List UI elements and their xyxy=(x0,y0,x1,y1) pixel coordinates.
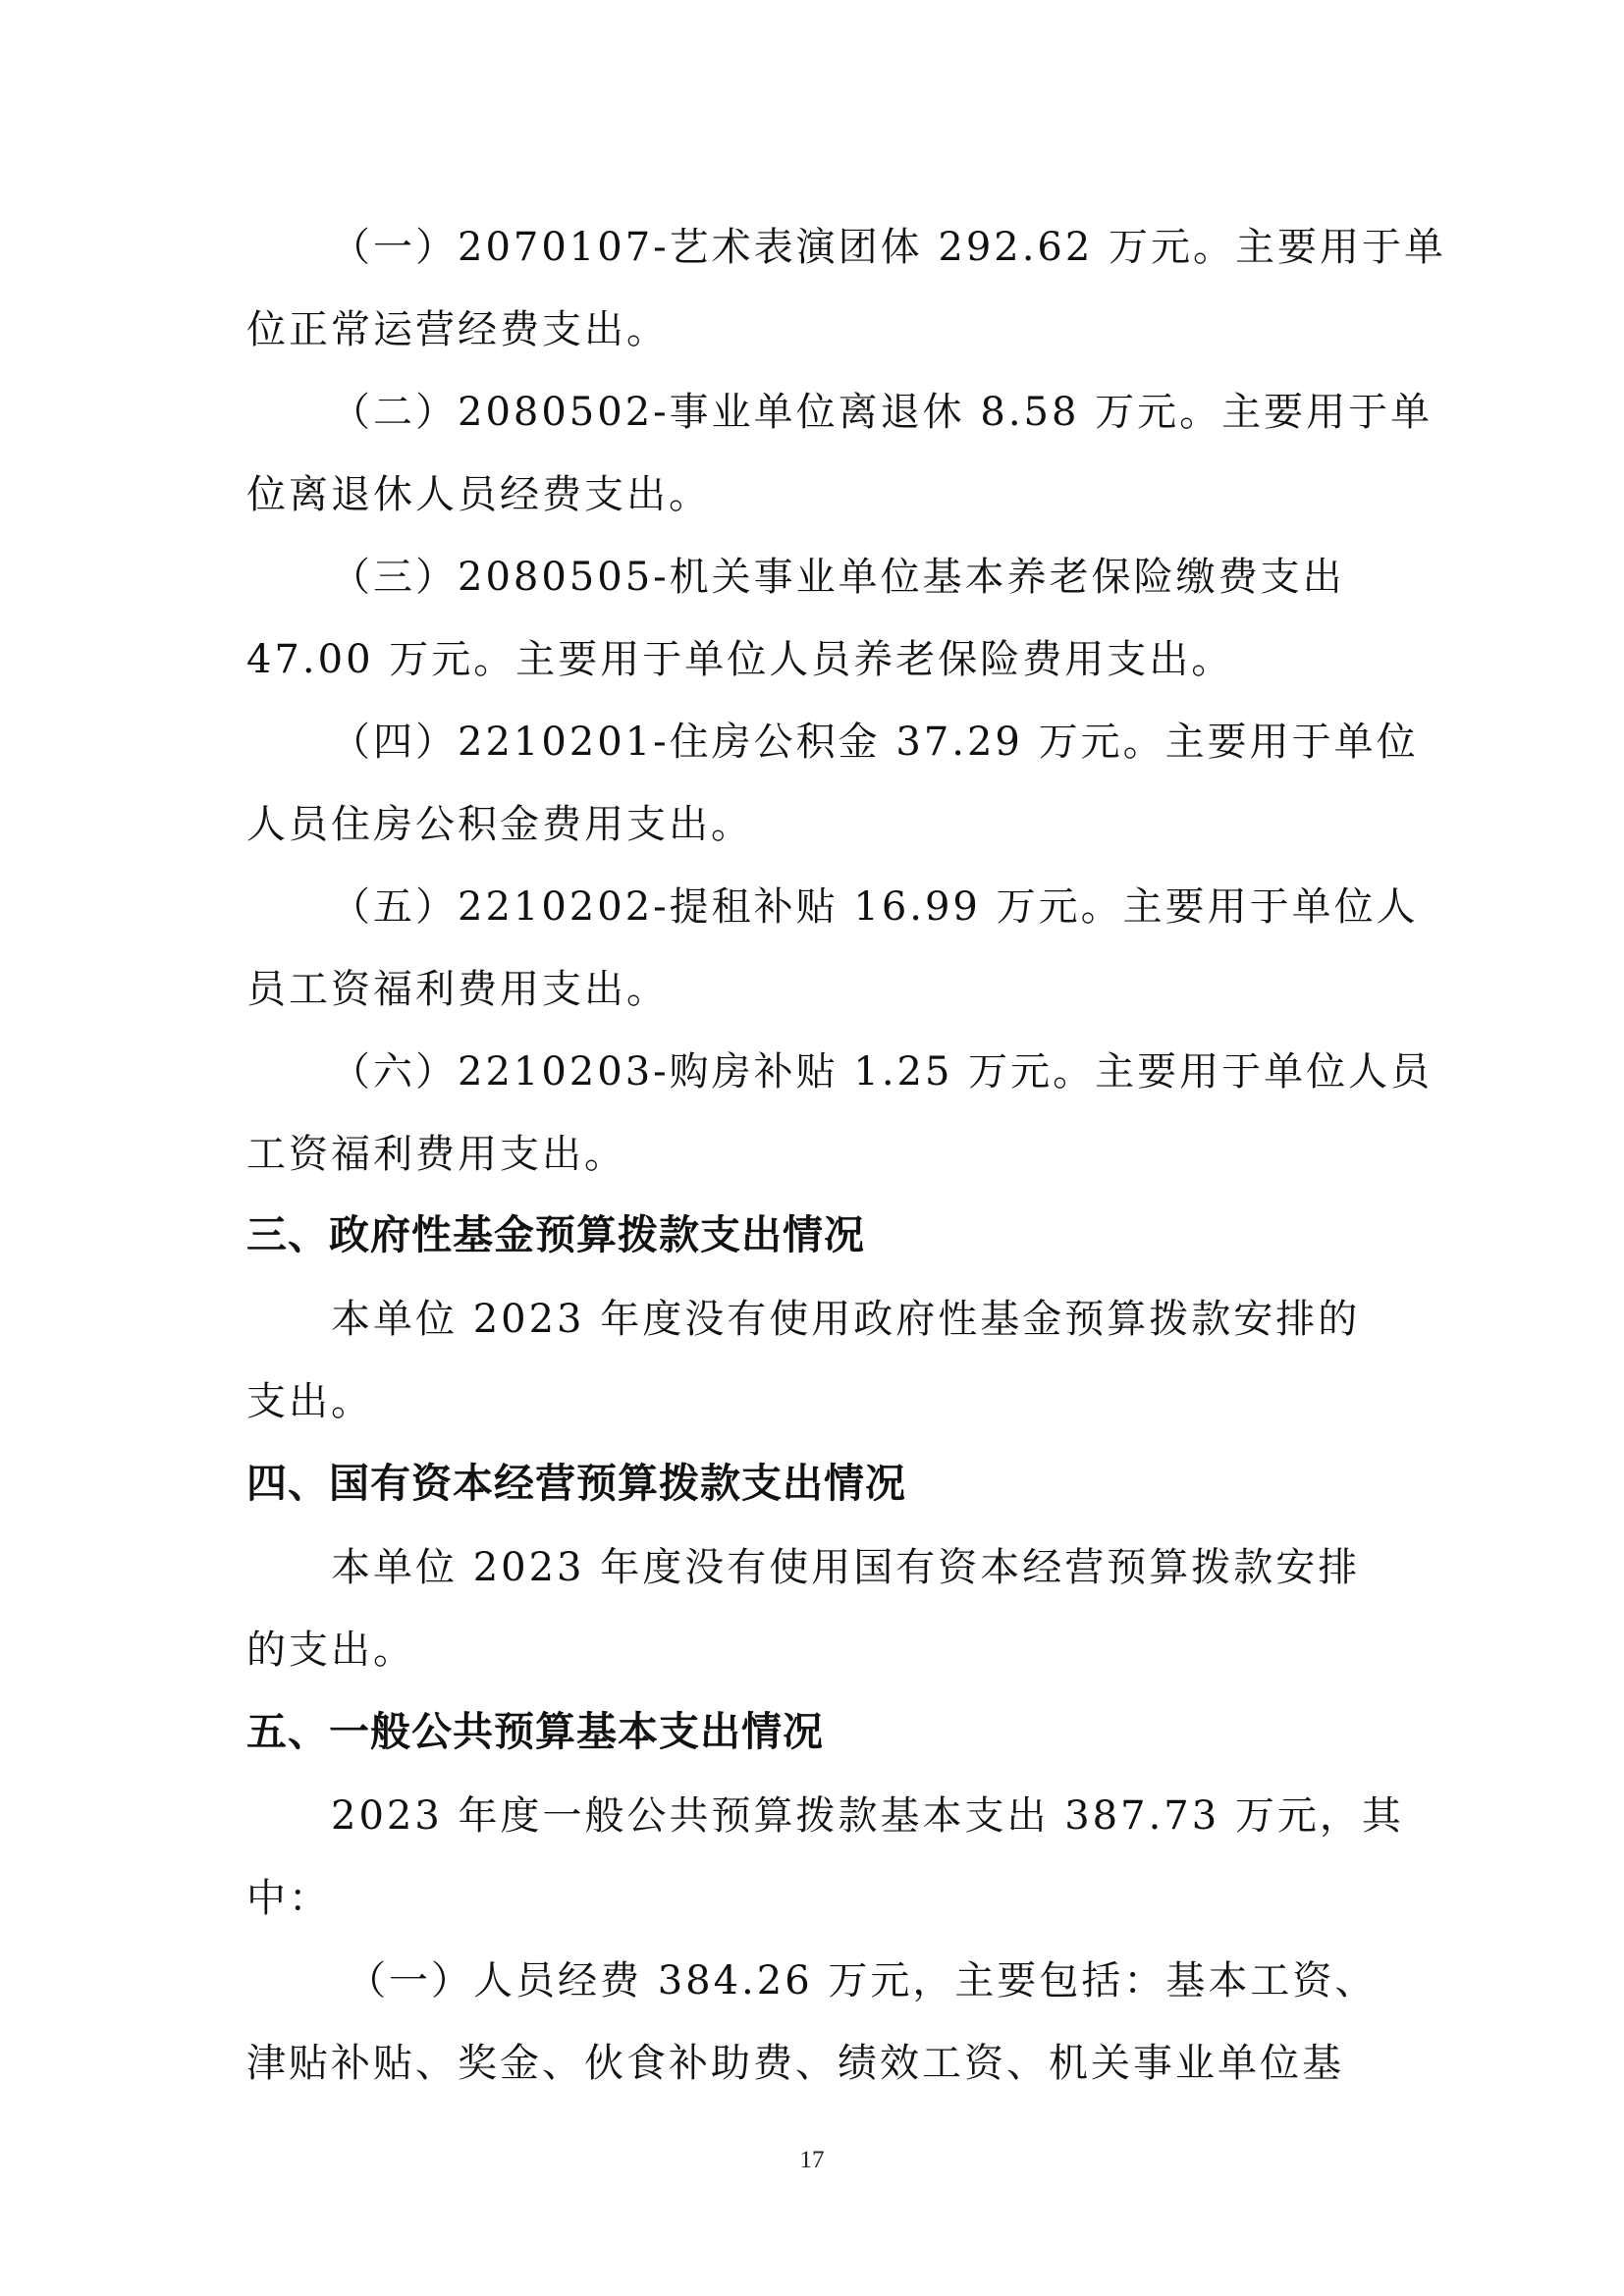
item-2-line-2: 位离退休人员经费支出。 xyxy=(246,472,711,517)
personnel-expense-line-1: （一）人员经费 384.26 万元，主要包括：基本工资、 xyxy=(347,1958,1378,2003)
item-2-line-1: （二）2080502-事业单位离退休 8.58 万元。主要用于单 xyxy=(331,390,1434,435)
page-number: 17 xyxy=(799,2147,825,2173)
item-5-line-2: 员工资福利费用支出。 xyxy=(246,967,669,1012)
item-4-line-1: （四）2210201-住房公积金 37.29 万元。主要用于单位 xyxy=(331,720,1419,765)
government-fund-line-2: 支出。 xyxy=(246,1379,373,1424)
item-6-line-1: （六）2210203-购房补贴 1.25 万元。主要用于单位人员 xyxy=(331,1049,1434,1095)
section-heading-state-capital: 四、国有资本经营预算拨款支出情况 xyxy=(246,1460,906,1507)
personnel-expense-line-2: 津贴补贴、奖金、伙食补助费、绩效工资、机关事业单位基 xyxy=(246,2041,1344,2086)
general-budget-line-1: 2023 年度一般公共预算拨款基本支出 387.73 万元，其 xyxy=(331,1793,1404,1839)
item-4-line-2: 人员住房公积金费用支出。 xyxy=(246,802,753,847)
state-capital-line-1: 本单位 2023 年度没有使用国有资本经营预算拨款安排 xyxy=(331,1545,1361,1590)
item-1-line-2: 位正常运营经费支出。 xyxy=(246,307,669,352)
government-fund-line-1: 本单位 2023 年度没有使用政府性基金预算拨款安排的 xyxy=(331,1297,1361,1342)
state-capital-line-2: 的支出。 xyxy=(246,1628,415,1673)
item-5-line-1: （五）2210202-提租补贴 16.99 万元。主要用于单位人 xyxy=(331,884,1419,930)
item-3-line-2: 47.00 万元。主要用于单位人员养老保险费用支出。 xyxy=(246,637,1234,682)
item-1-line-1: （一）2070107-艺术表演团体 292.62 万元。主要用于单 xyxy=(331,225,1447,270)
general-budget-line-2: 中： xyxy=(246,1876,331,1921)
section-heading-government-fund: 三、政府性基金预算拨款支出情况 xyxy=(246,1211,865,1258)
section-heading-general-public-budget: 五、一般公共预算基本支出情况 xyxy=(246,1708,824,1755)
item-3-line-1: （三）2080505-机关事业单位基本养老保险缴费支出 xyxy=(331,555,1345,600)
item-6-line-2: 工资福利费用支出。 xyxy=(246,1132,626,1177)
